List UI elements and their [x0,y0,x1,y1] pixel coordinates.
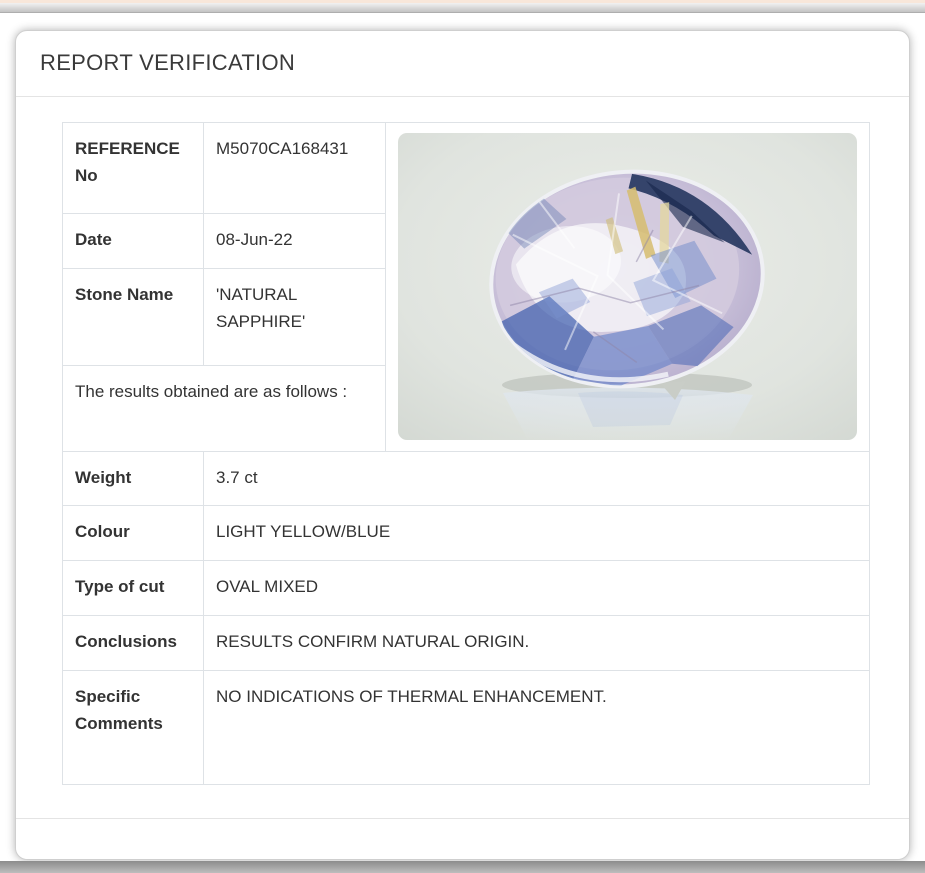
specific-comments-value: NO INDICATIONS OF THERMAL ENHANCEMENT. [204,671,870,785]
window-bottom-band [0,861,925,873]
date-value: 08-Jun-22 [204,214,386,269]
weight-value: 3.7 ct [204,452,870,506]
table-row [63,561,870,616]
window-top-band [0,3,925,13]
card-footer [16,818,909,859]
stone-name-value: 'NATURAL SAPPHIRE' [204,269,386,366]
table-row [63,616,870,671]
card-body [16,97,909,818]
reference-no-label: REFERENCE No [63,123,204,214]
table-row [63,123,870,214]
table-row [63,671,870,785]
table-row [63,506,870,561]
gemstone-photo [398,133,857,440]
specific-comments-label: Specific Comments [63,671,204,785]
conclusions-value: RESULTS CONFIRM NATURAL ORIGIN. [204,616,870,671]
report-table [62,122,870,785]
reference-no-value: M5070CA168431 [204,123,386,214]
table-row [63,452,870,506]
results-note: The results obtained are as follows : [75,382,348,401]
page-title: REPORT VERIFICATION [40,50,296,75]
type-of-cut-label: Type of cut [63,561,204,616]
colour-label: Colour [63,506,204,561]
stone-photo-cell [386,123,870,452]
stone-name-label: Stone Name [63,269,204,366]
colour-value: LIGHT YELLOW/BLUE [204,506,870,561]
conclusions-label: Conclusions [63,616,204,671]
card-header [16,31,909,97]
weight-label: Weight [63,452,204,506]
report-card [15,30,910,860]
type-of-cut-value: OVAL MIXED [204,561,870,616]
date-label: Date [63,214,204,269]
results-note-cell [63,366,386,452]
